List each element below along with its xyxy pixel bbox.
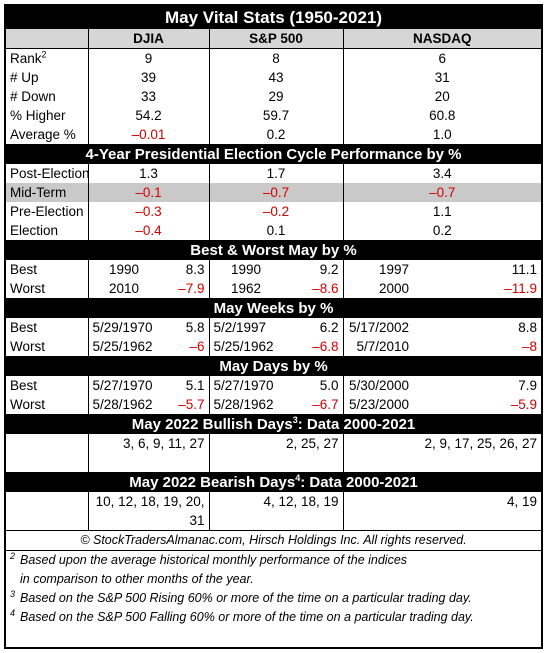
footnote: $^4$ Based on the S&P 500 Falling 60% or more of the time on a particular trading day. xyxy=(10,607,474,624)
vital-stat-value-sp500: 0.2 xyxy=(209,125,343,145)
vital-stat-value-nasdaq: 20 xyxy=(343,87,541,106)
bearish-sp500: 4, 12, 18, 19 xyxy=(209,492,343,511)
bearish-nasdaq: 4, 19 xyxy=(343,492,541,511)
days-value-sp500: 5.0 xyxy=(319,378,339,393)
vital-stat-value-sp500: 59.7 xyxy=(209,106,343,125)
best-worst-header: Best & Worst May by % xyxy=(6,241,541,261)
election-cycle-label xyxy=(6,221,88,241)
copyright-line: © StockTradersAlmanac.com, Hirsch Holdings Inc. All rights reserved. xyxy=(6,531,541,551)
election-cycle-value-djia: –0.3 xyxy=(88,202,209,221)
vital-stat-value-djia: 9 xyxy=(88,49,209,69)
vital-stat-row xyxy=(6,87,541,106)
days-date-nasdaq: 5/23/2000 xyxy=(343,395,413,415)
footnote: $^3$ Based on the S&P 500 Rising 60% or more of the time on a particular trading day. xyxy=(10,588,472,605)
footnote-row xyxy=(6,551,541,571)
weeks-row xyxy=(6,318,541,337)
days-date-sp500: 5/28/1962 xyxy=(209,395,265,415)
vital-stat-row xyxy=(6,106,541,125)
election-cycle-value-sp500: –0.7 xyxy=(209,183,343,202)
election-cycle-row xyxy=(6,183,541,202)
bullish-blank xyxy=(6,434,88,473)
vital-stat-label xyxy=(6,125,88,145)
footnote-text: Based upon the average historical monthly performance of the indices xyxy=(20,553,408,567)
vital-stat-value-djia: 33 xyxy=(88,87,209,106)
days-date-djia: 5/28/1962 xyxy=(88,395,143,415)
election-cycle-row xyxy=(6,164,541,183)
column-header-row xyxy=(6,29,541,49)
column-header-blank xyxy=(6,29,88,49)
bearish-header-text: May 2022 Bearish Days xyxy=(129,474,296,491)
election-cycle-label xyxy=(6,202,88,221)
vital-stat-label xyxy=(6,68,88,87)
bearish-header-sup: 4 xyxy=(295,473,301,483)
election-cycle-row xyxy=(6,202,541,221)
bearish-wrap-blank xyxy=(6,511,88,531)
footnote-row xyxy=(6,589,541,608)
best-worst-date-djia: 2010 xyxy=(88,279,143,299)
vital-stat-value-sp500: 29 xyxy=(209,87,343,106)
weeks-date-djia: 5/25/1962 xyxy=(88,337,143,357)
vital-stat-row xyxy=(6,68,541,87)
best-worst-value-sp500: 9.2 xyxy=(319,262,339,277)
page-title: May Vital Stats (1950-2021) xyxy=(6,6,541,29)
best-worst-row xyxy=(6,260,541,279)
days-row xyxy=(6,376,541,395)
vital-stat-label-text: # Up xyxy=(10,70,39,85)
days-value-djia: 5.1 xyxy=(185,378,205,393)
election-cycle-value-nasdaq: 1.1 xyxy=(343,202,541,221)
vital-stat-value-djia: –0.01 xyxy=(88,125,209,145)
bullish-nasdaq: 2, 9, 17, 25, 26, 27 xyxy=(343,434,541,473)
weeks-value-nasdaq: 8.8 xyxy=(518,320,538,335)
weeks-date-sp500: 5/25/1962 xyxy=(209,337,265,357)
footnote-text: in comparison to other months of the year. xyxy=(20,572,254,586)
best-worst-value-djia: –7.9 xyxy=(143,279,209,299)
best-worst-value-sp500: –8.6 xyxy=(265,279,343,299)
vital-stat-value-nasdaq: 31 xyxy=(343,68,541,87)
vital-stat-value-sp500: 43 xyxy=(209,68,343,87)
best-worst-row xyxy=(6,279,541,299)
days-value-nasdaq: 7.9 xyxy=(518,378,538,393)
bullish-days-row xyxy=(6,434,541,473)
weeks-date-nasdaq: 5/7/2010 xyxy=(343,337,413,357)
bearish-djia-wrap: 31 xyxy=(88,511,209,531)
vital-stat-label-sup: 2 xyxy=(41,49,47,60)
days-date-djia: 5/27/1970 xyxy=(88,376,143,395)
vital-stat-label-text: Average % xyxy=(10,127,76,142)
vital-stat-value-nasdaq: 6 xyxy=(343,49,541,69)
election-cycle-label-text: Election xyxy=(10,223,59,238)
election-cycle-value-sp500: –0.2 xyxy=(209,202,343,221)
bullish-header-sup: 3 xyxy=(292,415,298,425)
weeks-date-djia: 5/29/1970 xyxy=(88,318,143,337)
bearish-days-row xyxy=(6,492,541,511)
bearish-djia: 10, 12, 18, 19, 20, xyxy=(88,492,209,511)
best-worst-label: Best xyxy=(10,262,38,277)
days-header: May Days by % xyxy=(6,357,541,377)
bearish-header-tail: : Data 2000-2021 xyxy=(300,474,418,491)
weeks-row xyxy=(6,337,541,357)
weeks-value-nasdaq: –8 xyxy=(413,337,541,357)
best-worst-value-djia: 8.3 xyxy=(185,262,205,277)
days-label: Best xyxy=(10,378,38,393)
election-cycle-value-nasdaq: 3.4 xyxy=(343,164,541,183)
vital-stat-row xyxy=(6,49,541,69)
vital-stat-label xyxy=(6,106,88,125)
election-cycle-value-sp500: 1.7 xyxy=(209,164,343,183)
column-header-sp500: S&P 500 xyxy=(209,29,343,49)
column-header-nasdaq: NASDAQ xyxy=(343,29,541,49)
bullish-header-text: May 2022 Bullish Days xyxy=(131,416,293,433)
bullish-header-tail: : Data 2000-2021 xyxy=(297,416,416,433)
election-cycle-value-nasdaq: 0.2 xyxy=(343,221,541,241)
vital-stats-table xyxy=(6,6,541,627)
weeks-label: Best xyxy=(10,320,38,335)
vital-stat-row xyxy=(6,125,541,145)
footnote-text: Based on the S&P 500 Falling 60% or more of the time on a particular trading day. xyxy=(20,610,474,624)
election-cycle-value-djia: –0.4 xyxy=(88,221,209,241)
days-row xyxy=(6,395,541,415)
election-cycle-label-text: Pre-Election xyxy=(10,204,84,219)
vital-stat-label xyxy=(6,87,88,106)
election-cycle-label-text: Post-Election xyxy=(10,166,90,181)
election-cycle-row xyxy=(6,221,541,241)
days-date-nasdaq: 5/30/2000 xyxy=(343,376,413,395)
best-worst-value-nasdaq: 11.1 xyxy=(511,262,538,277)
vital-stat-label-text: # Down xyxy=(10,89,56,104)
bearish-days-row-wrap xyxy=(6,511,541,531)
best-worst-value-nasdaq: –11.9 xyxy=(413,279,541,299)
days-value-nasdaq: –5.9 xyxy=(413,395,541,415)
vital-stats-panel xyxy=(4,4,543,649)
best-worst-date-sp500: 1962 xyxy=(209,279,265,299)
vital-stat-value-djia: 54.2 xyxy=(88,106,209,125)
best-worst-date-djia: 1990 xyxy=(88,260,143,279)
election-cycle-label-text: Mid-Term xyxy=(10,185,67,200)
weeks-date-nasdaq: 5/17/2002 xyxy=(343,318,413,337)
election-cycle-value-djia: –0.1 xyxy=(88,183,209,202)
best-worst-date-nasdaq: 2000 xyxy=(343,279,413,299)
vital-stat-value-djia: 39 xyxy=(88,68,209,87)
days-date-sp500: 5/27/1970 xyxy=(209,376,265,395)
best-worst-date-nasdaq: 1997 xyxy=(343,260,413,279)
bearish-sp500-wrap xyxy=(209,511,343,531)
vital-stat-value-nasdaq: 60.8 xyxy=(343,106,541,125)
election-cycle-value-nasdaq: –0.7 xyxy=(343,183,541,202)
days-value-djia: –5.7 xyxy=(143,395,209,415)
weeks-value-djia: 5.8 xyxy=(185,320,205,335)
bullish-sp500: 2, 25, 27 xyxy=(209,434,343,473)
weeks-value-sp500: 6.2 xyxy=(319,320,339,335)
footnote xyxy=(6,570,541,589)
election-cycle-label xyxy=(6,164,88,183)
vital-stat-label-text: % Higher xyxy=(10,108,66,123)
election-cycle-label xyxy=(6,183,88,202)
election-cycle-header: 4-Year Presidential Election Cycle Performance by % xyxy=(6,145,541,165)
bullish-days-header xyxy=(6,415,541,435)
best-worst-date-sp500: 1990 xyxy=(209,260,265,279)
election-cycle-value-djia: 1.3 xyxy=(88,164,209,183)
vital-stat-value-sp500: 8 xyxy=(209,49,343,69)
weeks-date-sp500: 5/2/1997 xyxy=(209,318,265,337)
days-label: Worst xyxy=(6,395,88,415)
weeks-header: May Weeks by % xyxy=(6,299,541,319)
days-value-sp500: –6.7 xyxy=(265,395,343,415)
bearish-nasdaq-wrap xyxy=(343,511,541,531)
footnote-text: Based on the S&P 500 Rising 60% or more of the time on a particular trading day. xyxy=(20,591,472,605)
footnote-row xyxy=(6,608,541,627)
footnote-row xyxy=(6,570,541,589)
bearish-days-header xyxy=(6,473,541,493)
bearish-blank xyxy=(6,492,88,511)
vital-stat-label xyxy=(6,49,88,69)
column-header-djia: DJIA xyxy=(88,29,209,49)
bullish-djia: 3, 6, 9, 11, 27 xyxy=(88,434,209,473)
weeks-label: Worst xyxy=(6,337,88,357)
vital-stat-label-text: Rank xyxy=(10,51,42,66)
footnote: $^2$ Based upon the average historical monthly performance of the indices xyxy=(10,550,408,567)
weeks-value-sp500: –6.8 xyxy=(265,337,343,357)
weeks-value-djia: –6 xyxy=(143,337,209,357)
election-cycle-value-sp500: 0.1 xyxy=(209,221,343,241)
vital-stat-value-nasdaq: 1.0 xyxy=(343,125,541,145)
best-worst-label: Worst xyxy=(6,279,88,299)
